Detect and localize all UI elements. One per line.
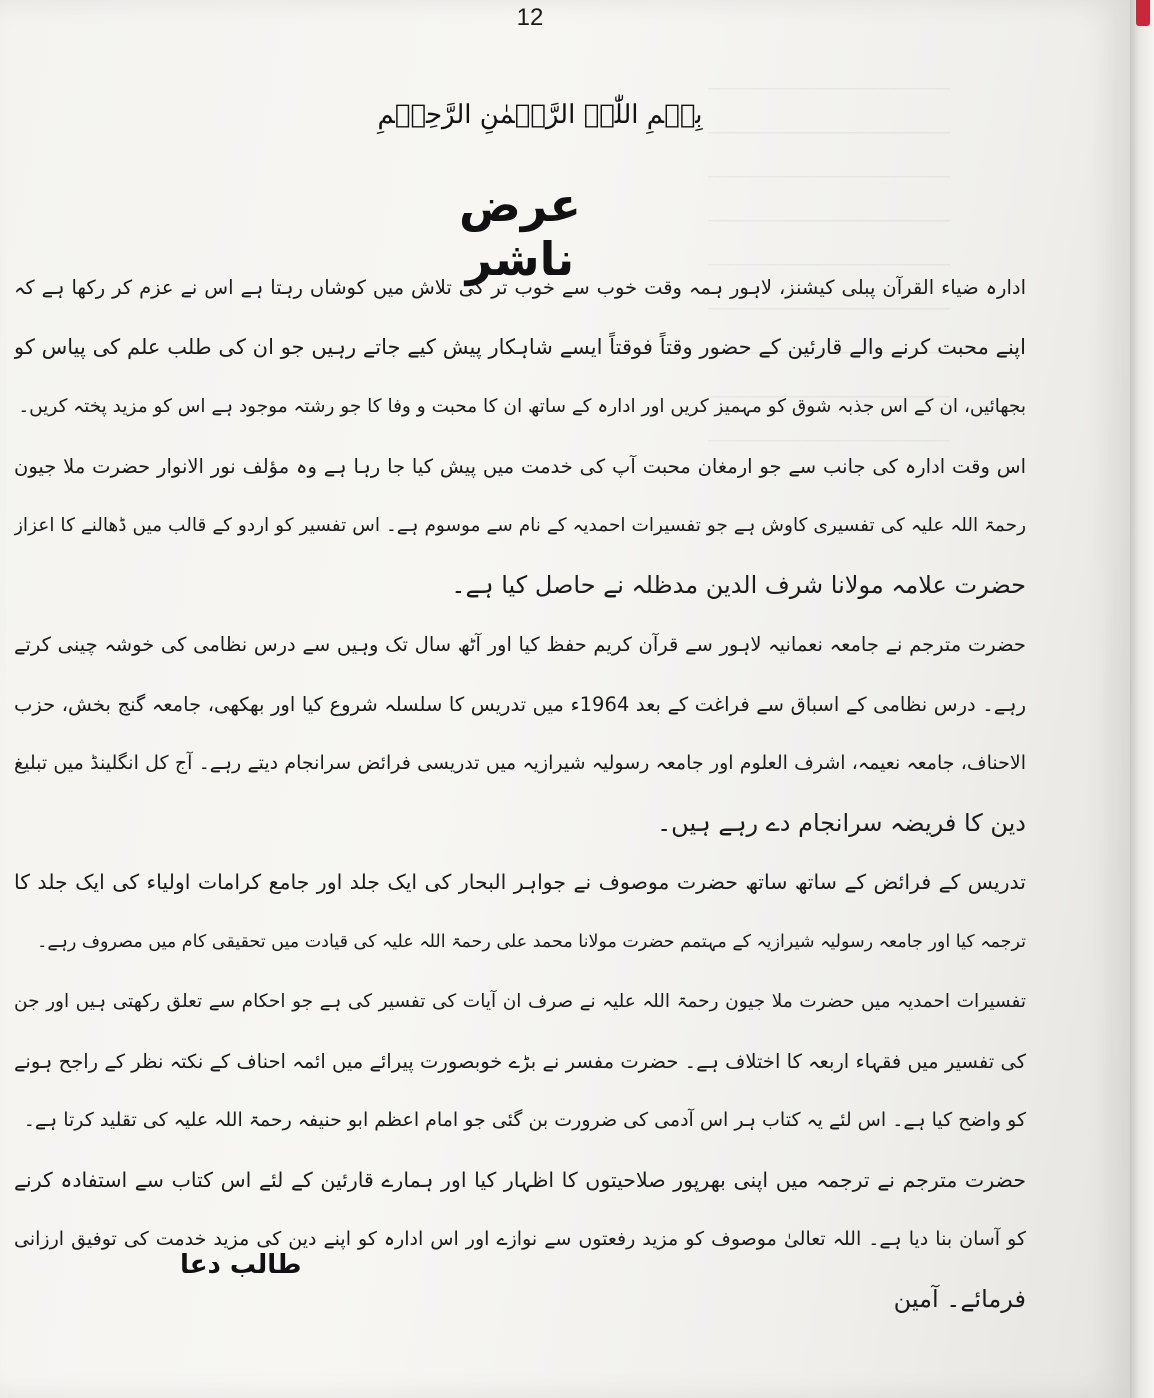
bookmark-ribbon-icon	[1136, 0, 1150, 26]
text-line: دین کا فریضہ سرانجام دے رہے ہیں۔	[657, 808, 1026, 837]
text-line: کی تفسیر میں فقہاء اربعہ کا اختلاف ہے۔ حضرت مفسر نے بڑے خوبصورت پیرائے میں ائمہ احناف کے نکتہ نظر کے راجح ہونے	[14, 1049, 1026, 1073]
text-line: اس وقت ادارہ کی جانب سے جو ارمغان محبت آپ کی خدمت میں پیش کیا جا رہا ہے وہ مؤلف نور الانوار حضرت ملا جیون	[14, 454, 1026, 478]
text-line: ترجمہ کیا اور جامعہ رسولیہ شیرازیہ کے مہتمم حضرت مولانا محمد علی رحمۃ اللہ علیہ کی قیادت میں تحقیقی کام میں مصروف رہے۔	[37, 931, 1026, 952]
text-line: کو آسان بنا دیا ہے۔ اللہ تعالیٰ موصوف کو مزید رفعتوں سے نوازے اور اس ادارہ کو اپنے دین کی مزید خدمت کی توفیق ارزانی	[14, 1228, 1026, 1250]
text-line: اپنے محبت کرنے والے قارئین کے حضور وقتاً فوقتاً ایسے شاہکار پیش کیے جاتے رہیں جو ان کی طلب علم کی پیاس کو	[14, 334, 1026, 359]
paragraph	[14, 258, 1026, 437]
text-line: الاحناف، جامعہ نعیمہ، اشرف العلوم اور جامعہ رسولیہ شیرازیہ میں تدریسی فرائض سرانجام دیتے رہے۔ آج کل انگلینڈ میں تبلیغ	[14, 752, 1026, 774]
text-line: ادارہ ضیاء القرآن پبلی کیشنز، لاہور ہمہ وقت خوب سے خوب تر کی تلاش میں کوشاں رہتا ہے اس نے عزم کر رکھا ہے کہ	[14, 276, 1026, 299]
text-line: فرمائے۔ آمین	[893, 1284, 1026, 1313]
text-line: رحمۃ اللہ علیہ کی تفسیری کاوش ہے جو تفسیرات احمدیہ کے نام سے موسوم ہے۔ اس تفسیر کو اردو کے قالب میں ڈھالنے کا اعزاز	[14, 515, 1026, 536]
paragraph	[14, 615, 1026, 853]
text-line: تفسیرات احمدیہ میں حضرت ملا جیون رحمۃ اللہ علیہ نے صرف ان آیات کی تفسیر کی ہے جو احکام سے تعلق رکھتی ہیں اور جن	[14, 991, 1026, 1012]
text-line: حضرت مترجم نے ترجمہ میں اپنی بھرپور صلاحیتوں کا اظہار کیا اور ہمارے قارئین کے لئے اس کتاب سے استفادہ کرنے	[14, 1167, 1026, 1192]
text-line: حضرت مترجم نے جامعہ نعمانیہ لاہور سے قرآن کریم حفظ کیا اور آٹھ سال تک وہیں سے درس نظامی کی خوشہ چینی کرتے	[14, 633, 1026, 656]
paragraph	[14, 1151, 1026, 1330]
page-heading: عرض ناشر	[459, 178, 581, 286]
text-line: کو واضح کیا ہے۔ اس لئے یہ کتاب ہر اس آدمی کی ضرورت بن گئی جو امام اعظم ابو حنیفہ رحمۃ اللہ علیہ کی تقلید کرتا ہے۔	[23, 1109, 1026, 1131]
signoff: طالب دعا	[180, 1250, 302, 1280]
paragraph	[14, 972, 1026, 1151]
text-line: حضرت علامہ مولانا شرف الدین مدظلہ نے حاصل کیا ہے۔	[451, 570, 1026, 599]
bismillah: بِسۡمِ اللّٰہِ الرَّحۡمٰنِ الرَّحِیۡمِ	[377, 100, 703, 130]
page-number: 12	[516, 4, 544, 31]
text-line: رہے۔ درس نظامی کے اسباق سے فراغت کے بعد 1964ء میں تدریس کا سلسلہ شروع کیا اور بھکھی، جامعہ گنج بخش، حزب	[14, 692, 1026, 716]
text-line: تدریس کے فرائض کے ساتھ ساتھ حضرت موصوف نے جواہر البحار کی ایک جلد اور جامع کرامات اولیاء کی ایک جلد کا	[14, 870, 1026, 894]
paragraph	[14, 853, 1026, 972]
paragraph	[14, 437, 1026, 616]
body-text	[14, 258, 1026, 1329]
text-line: بجھائیں، ان کے اس جذبہ شوق کو مہمیز کریں اور ادارہ کے ساتھ ان کا محبت و وفا کا جو رشتہ موجود ہے اس کو مزید پختہ کریں۔	[18, 396, 1026, 417]
page-edge	[1130, 0, 1154, 1398]
